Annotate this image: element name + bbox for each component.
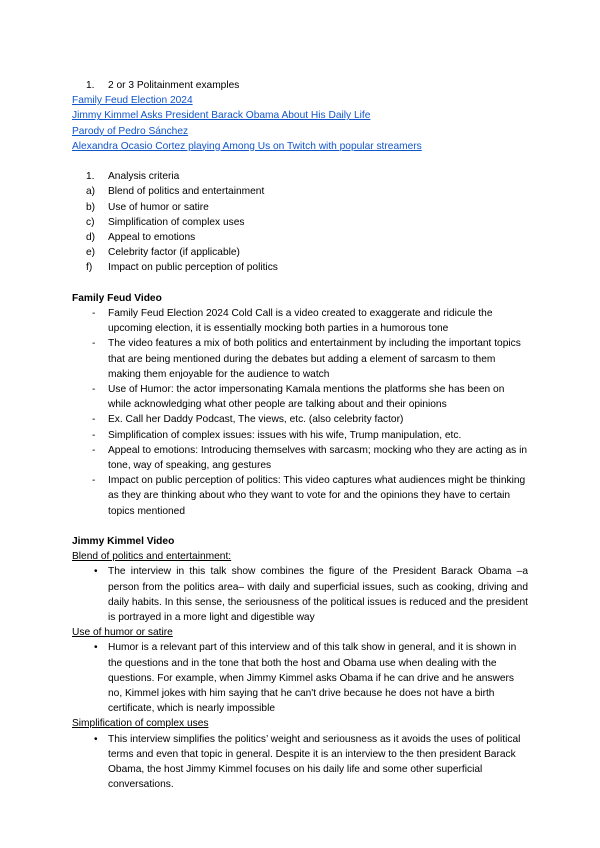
round-bullet-icon bbox=[94, 640, 108, 655]
list-item-text: 2 or 3 Politainment examples bbox=[108, 80, 240, 91]
list-marker: a) bbox=[86, 186, 96, 198]
list-item-text: Ex. Call her Daddy Podcast, The views, etc. (also celebrity factor) bbox=[108, 414, 404, 426]
list-item bbox=[72, 169, 528, 184]
list-item bbox=[72, 640, 528, 716]
list-marker: f) bbox=[86, 262, 93, 274]
list-marker: 1. bbox=[86, 80, 95, 91]
list-item-text: The interview in this talk show combines the figure of the President Barack Obama –a person from the politics area– with daily and superficial issues, such as cooking, driving and daily habits. In this sense, the seriousness of the political issues is reduced and the president is portrayed in a more light and digestible way bbox=[108, 566, 528, 624]
dash-bullet-icon bbox=[92, 428, 108, 443]
list-marker: c) bbox=[86, 216, 95, 228]
link-jimmy-kimmel[interactable]: Jimmy Kimmel Asks President Barack Obama About His Daily Life bbox=[72, 110, 371, 122]
dash-bullet-icon bbox=[92, 306, 108, 321]
spacer bbox=[72, 519, 528, 534]
dash-bullet-icon bbox=[92, 443, 108, 458]
list-item-text: Appeal to emotions: Introducing themselves with sarcasm; mocking who they are acting as in tone, way of speaking, ang gestures bbox=[108, 444, 528, 472]
list-item-text: Impact on public perception of politics bbox=[108, 262, 278, 274]
round-bullet-icon bbox=[94, 732, 108, 747]
list-item-text: Analysis criteria bbox=[108, 171, 180, 183]
list-item bbox=[72, 428, 528, 443]
list-marker: b) bbox=[86, 201, 96, 213]
list-item bbox=[72, 200, 528, 215]
list-item-text: Celebrity factor (if applicable) bbox=[108, 247, 240, 259]
round-bullet-icon bbox=[94, 564, 108, 579]
dash-bullet-icon bbox=[92, 336, 108, 351]
list-item-text: Blend of politics and entertainment bbox=[108, 186, 265, 198]
subheading-blend-of-politics: Blend of politics and entertainment: bbox=[72, 551, 232, 563]
list-item-text: Impact on public perception of politics: This video captures what audiences might be thinking as they are thinking about who they want to vote for and the opinions they have to certain topics mentioned bbox=[108, 475, 526, 517]
list-item bbox=[72, 78, 528, 93]
list-item bbox=[72, 732, 528, 793]
kimmel-bullets-blend bbox=[72, 564, 528, 625]
link-pedro-sanchez[interactable]: Parody of Pedro Sánchez bbox=[72, 125, 189, 137]
list-item bbox=[72, 215, 528, 230]
link-aoc-among-us[interactable]: Alexandra Ocasio Cortez playing Among Us on Twitch with popular streamers bbox=[72, 140, 422, 152]
list-item bbox=[72, 443, 528, 473]
spacer bbox=[72, 154, 528, 169]
list-item-text: Use of Humor: the actor impersonating Kamala mentions the platforms she has been on while acknowledging what other people are talking about and their opinions bbox=[108, 384, 505, 411]
spacer bbox=[72, 276, 528, 291]
dash-bullet-icon bbox=[92, 473, 108, 488]
list-item bbox=[72, 245, 528, 260]
list-item-text: Humor is a relevant part of this interview and of this talk show in general, and it is shown in the questions and in the tone that both the host and Obama use when dealing with the questions. For example, when Jimmy Kimmel asks Obama if he can drive and he answers no, Kimmel jokes with him saying that he can't drive because he does not have a birth certificate, which is nearly impossible bbox=[108, 642, 517, 715]
list-marker: e) bbox=[86, 247, 96, 259]
analysis-criteria-list bbox=[72, 169, 528, 275]
list-item bbox=[72, 336, 528, 382]
list-item-text: Appeal to emotions bbox=[108, 232, 196, 244]
intro-list bbox=[72, 78, 528, 93]
list-item-text: Simplification of complex issues: issues with his wife, Trump manipulation, etc. bbox=[108, 429, 462, 441]
link-list bbox=[72, 93, 528, 154]
list-item bbox=[72, 382, 528, 412]
list-item bbox=[72, 306, 528, 336]
list-item bbox=[72, 184, 528, 199]
subheading-simplification: Simplification of complex uses bbox=[72, 718, 209, 730]
heading-family-feud-video: Family Feud Video bbox=[72, 292, 162, 304]
list-item-text: The video features a mix of both politics and entertainment by including the important topics that are being mentioned during the debates but adding a element of sarcasm to them making them enjoyable for the audience to watch bbox=[108, 338, 521, 380]
list-marker: 1. bbox=[86, 171, 95, 183]
list-item-text: Use of humor or satire bbox=[108, 201, 209, 213]
kimmel-bullets-simplification bbox=[72, 732, 528, 793]
dash-bullet-icon bbox=[92, 382, 108, 397]
list-item bbox=[72, 564, 528, 625]
dash-bullet-icon bbox=[92, 412, 108, 427]
list-item-text: Family Feud Election 2024 Cold Call is a video created to exaggerate and ridicule the upcoming election, it is essentially mocking both parties in a humorous tone bbox=[108, 308, 493, 335]
family-feud-bullets bbox=[72, 306, 528, 519]
list-item-text: Simplification of complex uses bbox=[108, 216, 245, 228]
list-item-text: This interview simplifies the politics’ weight and seriousness as it avoids the uses of political terms and even that topic in general. Despite it is an interview to the then president Barack Obama, the host Jimmy Kimmel focuses on his daily life and some other superficial conversations. bbox=[108, 733, 521, 791]
link-family-feud[interactable]: Family Feud Election 2024 bbox=[72, 95, 193, 107]
list-item bbox=[72, 230, 528, 245]
list-item bbox=[72, 260, 528, 275]
list-item bbox=[72, 473, 528, 519]
document-body bbox=[72, 78, 528, 793]
heading-jimmy-kimmel-video: Jimmy Kimmel Video bbox=[72, 536, 175, 548]
list-marker: d) bbox=[86, 232, 96, 244]
kimmel-bullets-humor bbox=[72, 640, 528, 716]
subheading-use-of-humor: Use of humor or satire bbox=[72, 627, 173, 639]
list-item bbox=[72, 412, 528, 427]
